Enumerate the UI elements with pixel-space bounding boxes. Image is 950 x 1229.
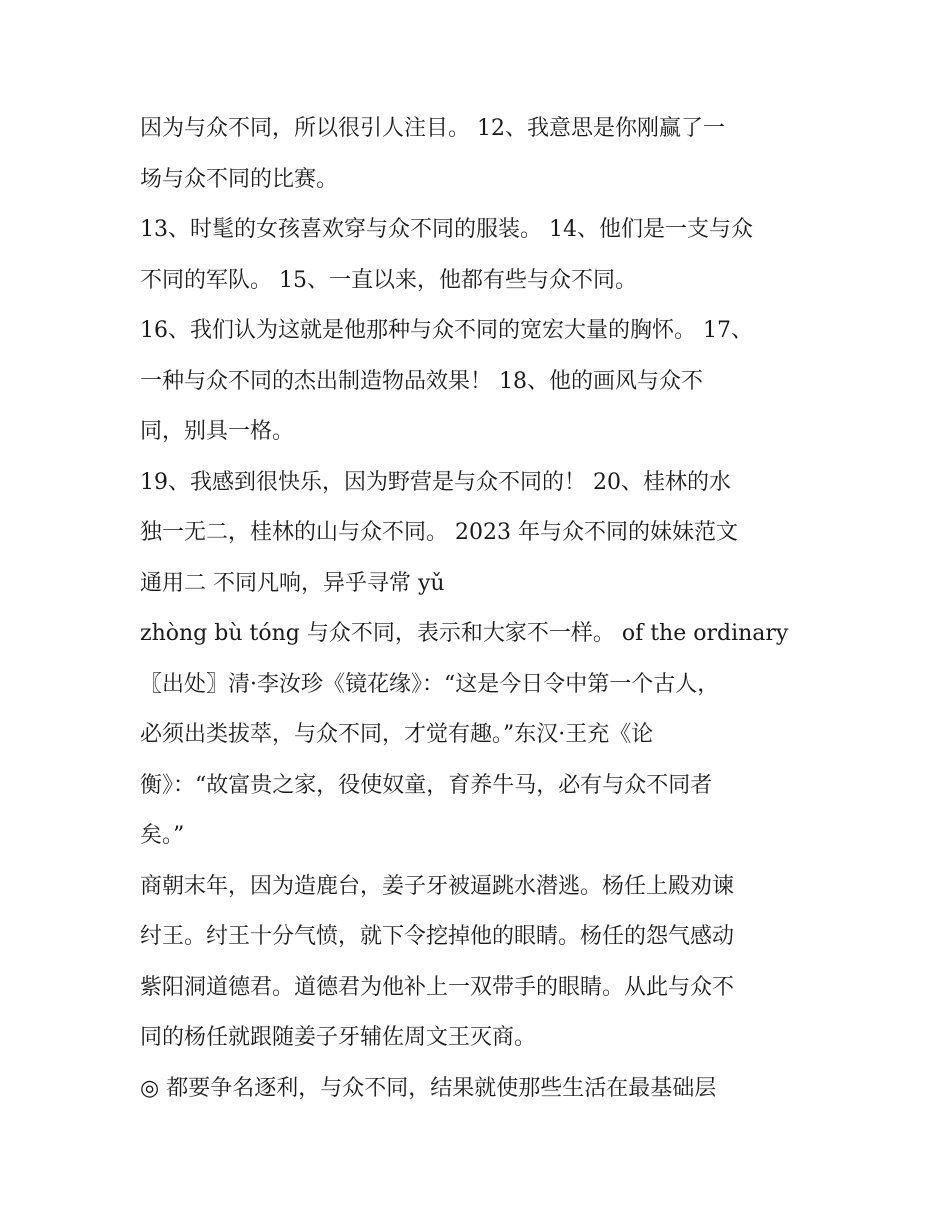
text-line-1: 因为与众不同，所以很引人注目。 12、我意思是你刚赢了一 — [140, 116, 725, 141]
text-line-8: 19、我感到很快乐，因为野营是与众不同的！ 20、桂林的水 — [140, 469, 731, 495]
text-line-4: 不同的军队。 15、一直以来，他都有些与众不同。 — [140, 267, 637, 293]
text-line-17: 纣王。纣王十分气愤，就下令挖掉他的眼睛。杨任的怨气感动 — [140, 924, 735, 949]
text-line-2: 场与众不同的比赛。 — [140, 166, 339, 192]
text-line-12: 〖出处〗清·李汝珍《镜花缘》：“这是今日令中第一个古人， — [140, 671, 720, 697]
text-line-14: 衡》：“故富贵之家，役使奴童，育养牛马，必有与众不同者 — [140, 772, 713, 798]
document-body — [140, 104, 830, 1114]
text-line-19: 同的杨任就跟随姜子牙辅佐周文王灭商。 — [140, 1025, 537, 1050]
text-line-13: 必须出类拔萃，与众不同，才觉有趣。”东汉·王充《论 — [140, 722, 654, 747]
text-line-16: 商朝末年，因为造鹿台，姜子牙被逼跳水潜逃。杨任上殿劝谏 — [140, 873, 735, 899]
text-line-6: 一种与众不同的杰出制造物品效果！ 18、他的画风与众不 — [140, 368, 703, 394]
text-line-15: 矣。” — [140, 823, 185, 848]
text-line-7: 同，别具一格。 — [140, 419, 295, 444]
text-line-5: 16、我们认为这就是他那种与众不同的宽宏大量的胸怀。 17、 — [140, 318, 753, 343]
text-line-10: 通用二 不同凡响，异乎寻常 yǔ — [140, 570, 445, 596]
text-line-9: 独一无二，桂林的山与众不同。 2023 年与众不同的妹妹范文 — [140, 520, 738, 545]
text-line-20: ◎ 都要争名逐利，与众不同，结果就使那些生活在最基础层 — [140, 1075, 717, 1101]
text-line-18: 紫阳洞道德君。道德君为他补上一双带手的眼睛。从此与众不 — [140, 974, 735, 1000]
text-line-11: zhòng bù tóng 与众不同，表示和大家不一样。 of the ordinary — [140, 621, 789, 646]
text-line-3: 13、时髦的女孩喜欢穿与众不同的服装。 14、他们是一支与众 — [140, 217, 753, 242]
